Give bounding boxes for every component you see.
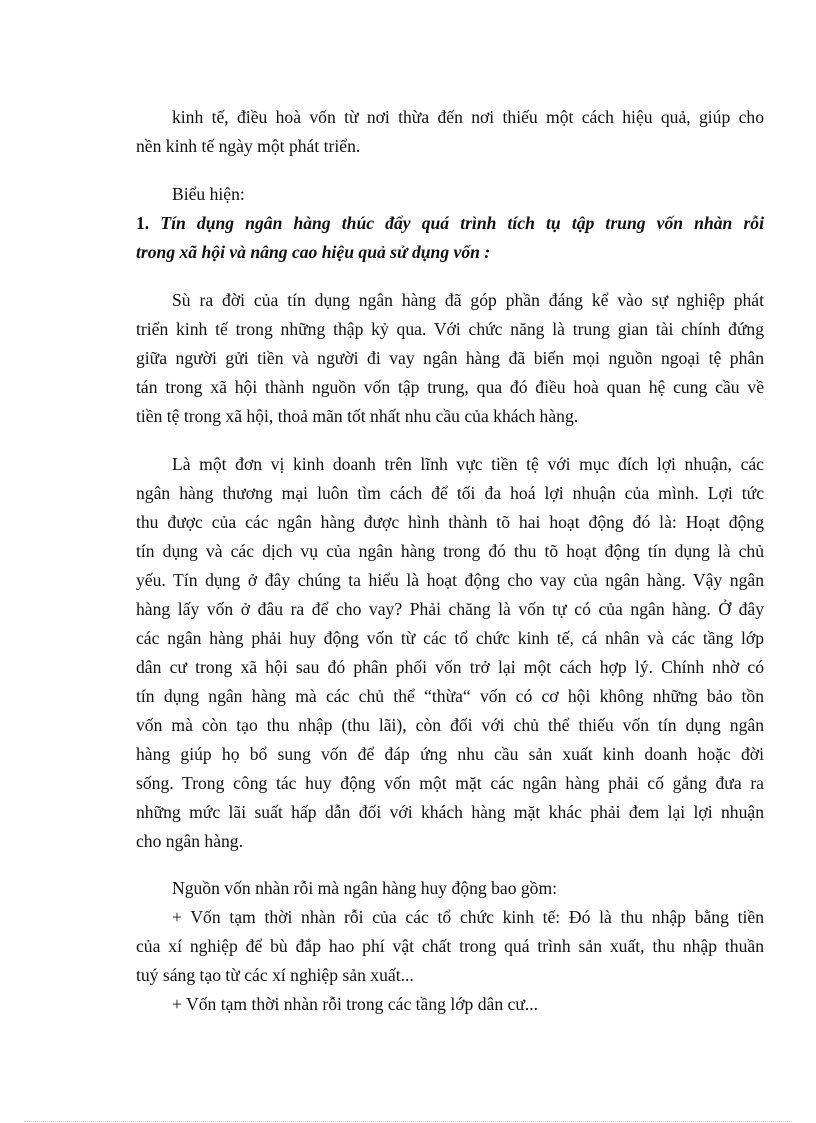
paragraph-3-line-5: yếu. Tín dụng ở đây chúng ta hiểu là hoạt động cho vay của ngân hàng. Vậy ngân xyxy=(136,570,764,590)
paragraph-3-line-3: thu được của các ngân hàng được hình thành tõ hai hoạt động đó là: Hoạt động xyxy=(136,512,764,532)
paragraph-2-line-4: tán trong xã hội thành nguồn vốn tập trung, qua đó điều hoà quan hệ cung cầu về xyxy=(136,377,764,397)
paragraph-3-line-1: Là một đơn vị kinh doanh trên lĩnh vực tiền tệ với mục đích lợi nhuận, các xyxy=(172,454,764,474)
section-heading-number: 1. xyxy=(136,213,150,233)
paragraph-5-line-3: tuý sáng tạo từ các xí nghiệp sản xuất... xyxy=(136,965,414,985)
paragraph-5-line-1: + Vốn tạm thời nhàn rỗi của các tổ chức kinh tế: Đó là thu nhập bằng tiền xyxy=(172,907,764,927)
paragraph-3-line-8: dân cư trong xã hội sau đó phân phối vốn trở lại một cách hợp lý. Chính nhờ có xyxy=(136,657,764,677)
page-bottom-divider xyxy=(24,1121,792,1122)
paragraph-1-line-2: nền kinh tế ngày một phát triển. xyxy=(136,136,361,156)
paragraph-4-intro: Nguồn vốn nhàn rỗi mà ngân hàng huy động bao gồm: xyxy=(172,878,558,898)
section-heading-line-1 xyxy=(136,213,764,235)
paragraph-2-line-2: triển kinh tế trong những thập kỷ qua. Với chức năng là trung gian tài chính đứng xyxy=(136,319,764,339)
paragraph-6-line-1: + Vốn tạm thời nhàn rỗi trong các tầng lớp dân cư... xyxy=(172,994,539,1014)
paragraph-3-line-10: vốn mà còn tạo thu nhập (thu lãi), còn đối với chủ thể thiếu vốn tín dụng ngân xyxy=(136,715,764,735)
paragraph-3-line-13: những mức lãi suất hấp dẫn đối với khách hàng mặt khác phải đem lại lợi nhuận xyxy=(136,802,764,822)
paragraph-1-line-1: kinh tế, điều hoà vốn từ nơi thừa đến nơi thiếu một cách hiệu quả, giúp cho xyxy=(172,107,764,127)
paragraph-3-line-2: ngân hàng thương mại luôn tìm cách để tối đa hoá lợi nhuận của mình. Lợi tức xyxy=(136,483,764,503)
paragraph-3-line-7: các ngân hàng phải huy động vốn từ các tổ chức kinh tế, cá nhân và các tầng lớp xyxy=(136,628,764,648)
paragraph-3-line-9: tín dụng ngân hàng mà các chủ thể “thừa“ vốn có cơ hội không những bảo tồn xyxy=(136,686,764,706)
section-heading-line-2: trong xã hội và nâng cao hiệu quả sử dụng vốn : xyxy=(136,242,491,262)
paragraph-3-line-11: hàng giúp họ bổ sung vốn để đáp ứng nhu cầu sản xuất kinh doanh hoặc đời xyxy=(136,744,764,764)
paragraph-3-line-6: hàng lấy vốn ở đâu ra để cho vay? Phải chăng là vốn tự có của ngân hàng. Ở đây xyxy=(136,599,764,619)
paragraph-2-line-5: tiền tệ trong xã hội, thoả mãn tốt nhất nhu cầu của khách hàng. xyxy=(136,406,579,426)
section-heading-text: Tín dụng ngân hàng thúc đẩy quá trình tích tụ tập trung vốn nhàn rỗi xyxy=(160,213,764,233)
paragraph-3-line-12: sống. Trong công tác huy động vốn một mặt các ngân hàng phải cố gắng đưa ra xyxy=(136,773,764,793)
paragraph-5-line-2: của xí nghiệp để bù đắp hao phí vật chất trong quá trình sản xuất, thu nhập thuần xyxy=(136,936,764,956)
bieu-hien-label: Biểu hiện: xyxy=(172,184,245,204)
paragraph-2-line-1: Sù ra đời của tín dụng ngân hàng đã góp phần đáng kể vào sự nghiệp phát xyxy=(172,290,764,310)
paragraph-2-line-3: giữa người gửi tiền và người đi vay ngân hàng đã biến mọi nguồn ngoại tệ phân xyxy=(136,348,764,368)
paragraph-3-line-4: tín dụng và các dịch vụ của ngân hàng trong đó thu tõ hoạt động tín dụng là chủ xyxy=(136,541,764,561)
paragraph-3-line-14: cho ngân hàng. xyxy=(136,831,243,851)
